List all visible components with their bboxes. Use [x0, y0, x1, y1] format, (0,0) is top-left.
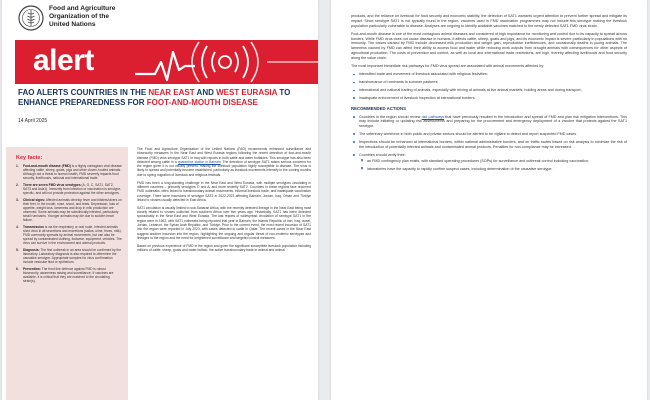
list-item: – laboratories have the capacity to rapidly confirm suspect cases, including determination of the causative serotype.: [367, 167, 627, 172]
body-text: that have previously resulted in the introduction and spread of FMD and plan risk mitigation interventions. This may include initiating or updating risk assessments and preparing for the procurement and emergency deployment of a vaccine that protects against the SAT1 serotype.: [359, 114, 627, 129]
key-facts-box: [6, 147, 128, 400]
key-fact-text: [23, 183, 122, 195]
list-item: The veterinary workforce in both public and private sectors should be alerted to be vigilant to detect and report suspected FMD cases.: [359, 132, 627, 137]
key-facts-title: Key facts:: [16, 155, 43, 161]
publication-date: 14 April 2025: [18, 118, 48, 124]
alert-headline: [18, 88, 310, 107]
key-fact-body: The front line defence against FMD is robust biosecurity, awareness raising and surveillance. If vaccines are available, it is critical that they are matched to the circulating strain(s).: [23, 267, 114, 284]
recommended-actions-list: [351, 115, 627, 172]
quarantine-station-link[interactable]: quarantine station in Bahrain: [177, 159, 221, 164]
headline-region-west-eurasia: WEST EURASIA: [216, 88, 278, 97]
list-item: intensified trade and movement of livestock associated with religious festivities;: [359, 72, 627, 77]
key-fact-number: 3.: [16, 197, 19, 202]
key-fact-body: is via the respiratory or oral route. Infected animals shed virus in all secretions and excretions (saliva, urine, feces, milk). FMD commonly spreads by animal movements, but can also be spread by contaminated clothing, footwear, equipment, vehicles. The virus can survive in the environment and animal products.: [23, 225, 122, 246]
body-paragraph: products, and the reliance on livestock for food security and economic stability, the detection of SAT1 warrants urgent attention to prevent further spread and mitigate its impact. Since serotype SAT1 is not typically found in the region, vaccines used in FMD vaccination programmes may not include this serotype making the livestock population particularly vulnerable to disease. Analyses are ongoing to identify available vaccines matched to the newly detected SAT1 FMD virus strain.: [351, 14, 627, 28]
list-item: [359, 115, 627, 129]
body-text: Countries in the region should review: [359, 114, 422, 119]
risk-pathways-link[interactable]: risk pathways: [421, 114, 445, 119]
right-body-text: [351, 14, 627, 176]
page-2: [331, 0, 647, 400]
key-fact-body: is a highly contagious viral disease affecting cattle, sheep, goats, pigs and other cloven-hoofed animals. Although not a threat to human health, FMD severely impacts food security, livelihoods, national and international trade.: [23, 164, 122, 181]
headline-text: AND: [194, 88, 217, 97]
key-fact-text: [23, 225, 122, 245]
key-fact-body: The first outbreak in an area should be confirmed by the laboratory. Laboratory diagnosis is also required to determine the causative serotype. Appropriate samples for virus confirmation include vesicular fluid or epithelium.: [23, 248, 122, 265]
key-fact-lead: Prevention:: [23, 267, 41, 272]
body-paragraph: The most important immediate risk pathways for FMD virus spread are associated with animal movements affected by:: [351, 63, 545, 68]
headline-disease: FOOT-AND-MOUTH DISEASE: [146, 97, 258, 107]
key-fact-text: [23, 198, 122, 223]
body-paragraph: FMD has been a long-standing challenge in the Near East and West Eurasia, with multiple serotypes circulating in different countries – primarily serotypes O and A, and more recently SAT2. Countries in these regions face recurrent FMD outbreaks, often linked to transboundary animal movements, informal livestock trade, and inadequate vaccination coverage. There were incursions of serotype SAT2 in 2022-2023 affecting Bahrain, Jordan, Iraq, Oman and Türkiye linked to viruses usually detected in East Africa.: [137, 180, 311, 202]
organization-name: [49, 5, 115, 30]
key-fact-body: Affected animals develop fever and blisters/ulcers on their feet, in the mouth, nose, snout, and teats. Depression, loss of appetite, weight loss, lameness and drop in milk production are observed. Some animals may be subclinically infected, particularly small ruminants. Younger animals may die due to sudden heart failure.: [23, 197, 122, 223]
list-item: international and national trading of animals, especially with mixing of animals at live animal markets, holding areas and during transport;: [359, 88, 627, 93]
alert-word: alert: [33, 44, 94, 77]
org-name-line-2: Organization of the: [49, 13, 110, 21]
key-facts-list: [16, 164, 122, 283]
key-fact-item: [16, 164, 122, 180]
key-fact-number: 2.: [16, 182, 19, 187]
key-fact-lead: Foot-and-mouth disease (FMD): [23, 164, 71, 168]
key-fact-item: [16, 225, 122, 245]
key-fact-number: 4.: [16, 225, 19, 229]
body-text: Countries should verify their:: [359, 152, 406, 157]
key-fact-lead: Diagnosis:: [23, 248, 40, 253]
key-fact-lead: Transmission: [23, 225, 44, 229]
list-item: – an FMD contingency plan exists, with standard operating procedures (SOPs) for surveillance and outbreak control including vaccination;: [367, 159, 627, 164]
headline-text: FAO ALERTS COUNTRIES IN THE: [18, 88, 149, 97]
alert-banner: [15, 40, 318, 84]
verification-sublist: [359, 159, 627, 171]
key-fact-text: [23, 248, 122, 264]
key-fact-number: 6.: [16, 267, 19, 272]
key-fact-item: [16, 248, 122, 264]
fao-emblem-icon: [18, 5, 44, 31]
page-1: [2, 0, 318, 400]
key-fact-lead: There are seven FMD virus serotypes: [23, 182, 81, 187]
key-fact-number: 1.: [16, 164, 19, 168]
key-fact-item: [16, 183, 122, 195]
key-fact-item: [16, 267, 122, 283]
key-fact-text: [23, 267, 122, 283]
headline-text: TO ENHANCE PREPAREDNESS FOR: [18, 88, 291, 107]
body-text: . The detection of serotype SAT1 raises serious concerns for the region given it is not usually present, making the livestock population highly susceptible to disease. The virus is likely to spread and potentially become established, particularly as livestock movements intensify in the coming months due to spring migration of livestock and religious festivals.: [137, 159, 311, 177]
key-fact-item: [16, 198, 122, 223]
key-fact-body: (A, O, C, SAT1, SAT2, SAT3 and Asia1). Immunity from infection or vaccination is serotype-specific, and will not provide protection against the other serotypes.: [23, 182, 122, 196]
risk-pathways-list: [351, 72, 627, 101]
recommended-actions-title: RECOMMENDED ACTIONS: [351, 105, 406, 111]
key-fact-lead: Clinical signs:: [23, 197, 46, 202]
left-body-text: [137, 147, 311, 256]
fao-header: [2, 0, 318, 40]
headline-region-near-east: NEAR EAST: [148, 88, 195, 97]
key-fact-number: 5.: [16, 248, 19, 253]
list-item: Inspections should be enhanced at international borders, within national administrative borders, and on traffic routes based on risk analysis to minimize the risk of the introduction of potentially infected animals and contaminated animal products. Penalties for non-compliance may be increased.: [359, 139, 627, 149]
body-paragraph: Foot-and-mouth disease is one of the most contagious animal diseases and considered of high importance for monitoring and control due to its capacity to spread across borders. While FMD virus does not cause disease in humans, it affects cattle, sheep, goats and pigs, and its economic impact is severe particularly in populations with no immunity. The losses caused by FMD include decreased milk production and weight gain, reproductive inefficiencies, and occasionally deaths in young animals. The lameness caused by FMD can affect their ability to access food and water while reducing work outputs from draught animals with consequences for other aspects of agricultural production. The costs of prevention and control, as well as local and international trade restrictions, are high, thereby affecting livelihoods and food security along the value chain.: [351, 31, 627, 60]
alert-wave-graphic-icon: [135, 40, 318, 84]
body-paragraph: SAT1 circulation is usually limited to sub-Saharan Africa, with the recently detected lineage in the Near East being most closely related to viruses collected from southern Africa over five years ago. Historically, SAT1 has been detected sporadically in the Near East and West Eurasia. The last reports of widespread circulation of serotype SAT1 in the region were in 1962, with SAT1 outbreaks being reported that year in Bahrain, the Islamic Republic of Iran, Iraq, Israel, Jordan, Lebanon, the Syrian Arab Republic, and Türkiye. Prior to the current event, the most recent incursion of SAT1 into the region were reported in July 2023, with cases detected in cattle in Qatar. The recent cases in the Near East suggest another incursion into the region, highlighting the ongoing and regular threat of non-endemic serotypes and lineages to the region and the need for heightened surveillance and targeted control measures.: [137, 205, 311, 240]
org-name-line-1: Food and Agriculture: [49, 5, 116, 12]
body-paragraph: Based on previous experience of FMD in the region and given the significant susceptible livestock population including millions of cattle, sheep, goats and water buffalo, the active transboundary trade in animal and animal: [137, 243, 311, 253]
body-paragraph: [137, 147, 311, 177]
list-item: transhumance of ruminants to summer pastures;: [359, 80, 627, 85]
key-fact-text: [23, 164, 122, 180]
body-text: The Food and Agriculture Organization of the United Nations (FAO) recommends enhanced surveillance and biosecurity measures in the Near East and West Eurasia regions following the recent detection of foot-and-mouth disease (FMD) virus serotype SAT1 in Iraq with reports in both cattle and water buffaloes. This serotype has also been detected among cattle in a: [137, 147, 311, 164]
org-name-line-3: United Nations: [49, 21, 96, 29]
list-item: [359, 153, 627, 172]
list-item: inadequate enforcement of livestock inspection at international borders.: [359, 96, 627, 101]
